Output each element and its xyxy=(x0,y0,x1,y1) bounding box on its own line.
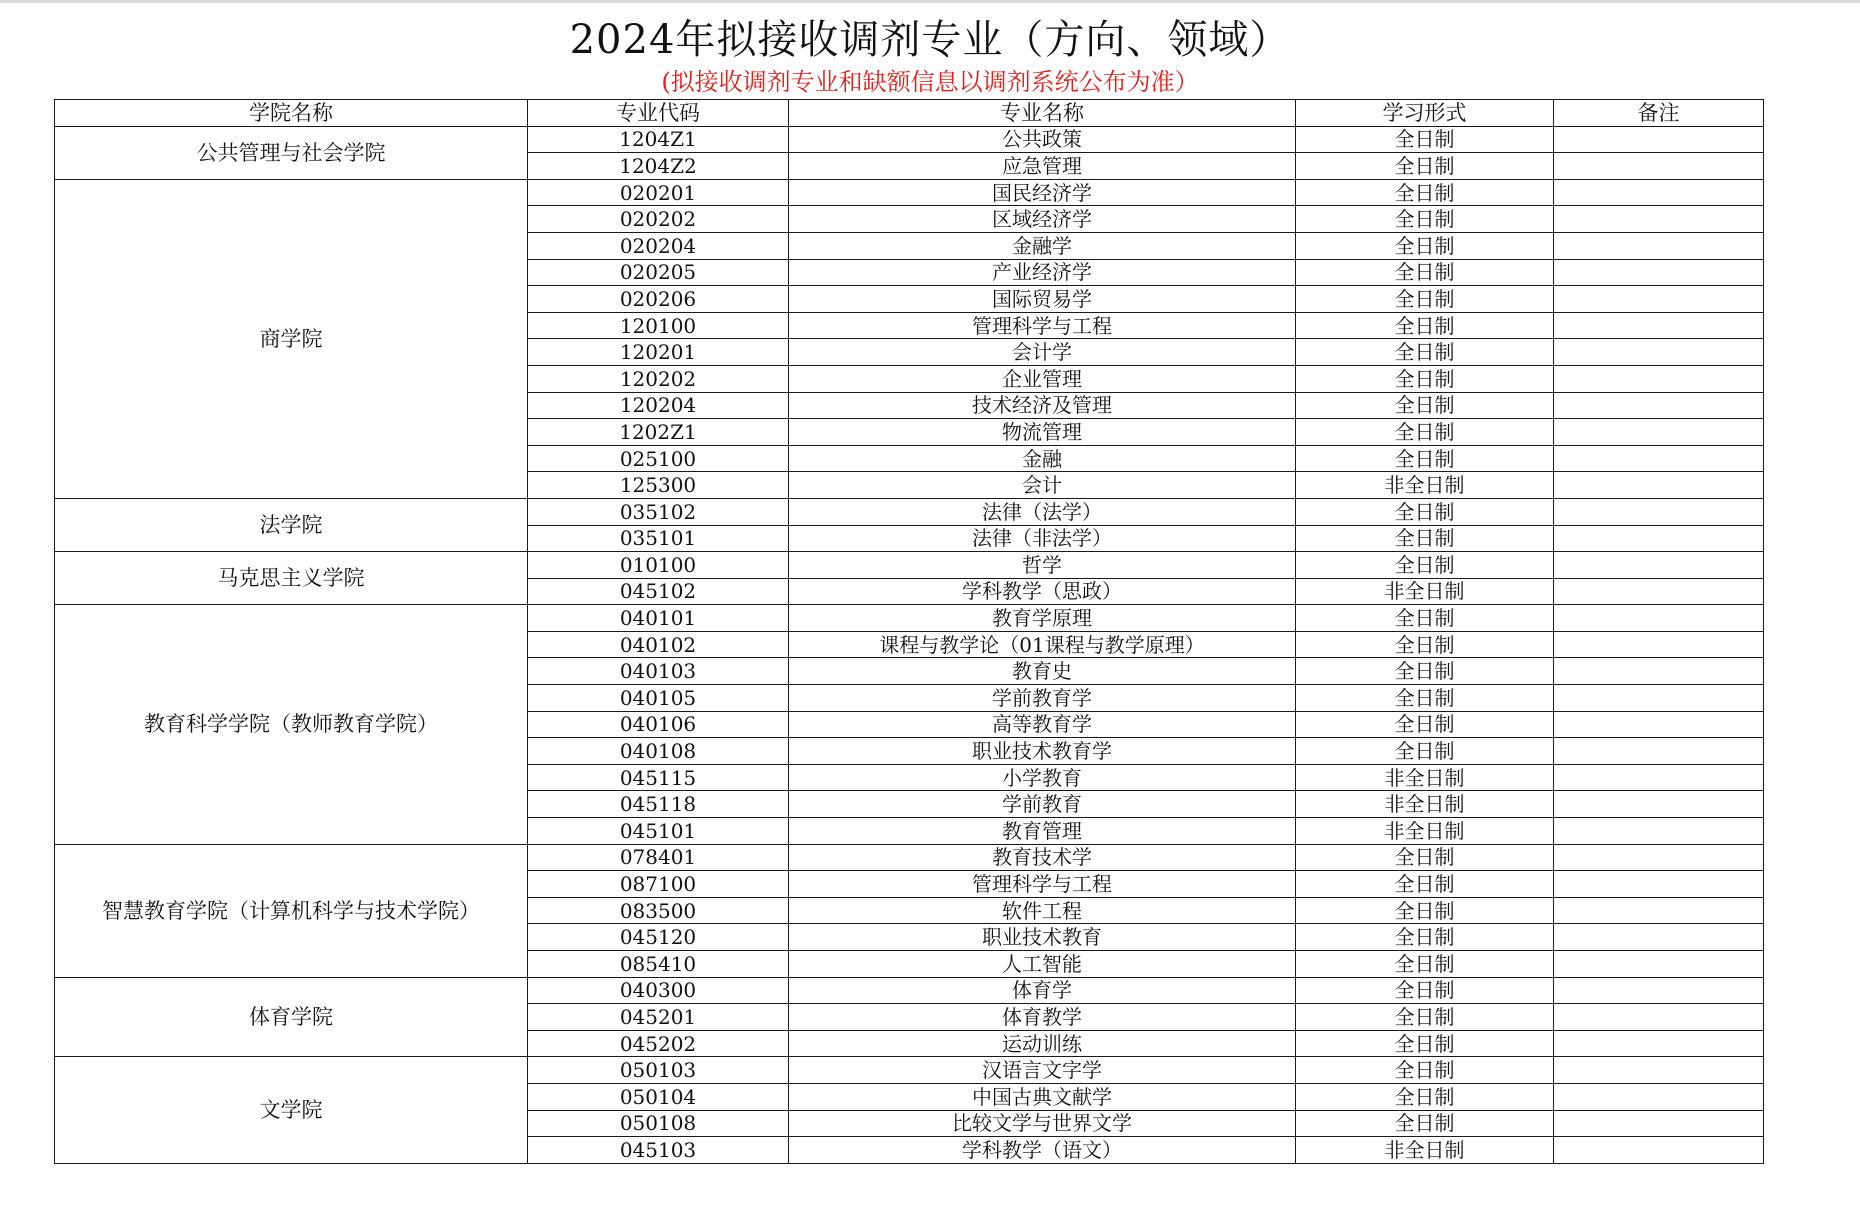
major-code-cell: 045202 xyxy=(528,1030,789,1057)
notes-cell xyxy=(1554,1083,1764,1110)
major-name-cell: 高等教育学 xyxy=(789,711,1296,738)
table-row xyxy=(55,126,1764,153)
school-name-cell: 马克思主义学院 xyxy=(55,552,528,605)
study-mode-cell: 全日制 xyxy=(1296,605,1554,632)
major-name-cell: 课程与教学论（01课程与教学原理） xyxy=(789,631,1296,658)
notes-cell xyxy=(1554,685,1764,712)
school-name-cell: 体育学院 xyxy=(55,977,528,1057)
major-code-cell: 085410 xyxy=(528,951,789,978)
major-code-cell: 040108 xyxy=(528,738,789,765)
notes-cell xyxy=(1554,419,1764,446)
notes-cell xyxy=(1554,153,1764,180)
notes-cell xyxy=(1554,897,1764,924)
study-mode-cell: 非全日制 xyxy=(1296,472,1554,499)
major-code-cell: 020206 xyxy=(528,286,789,313)
major-name-cell: 软件工程 xyxy=(789,897,1296,924)
major-code-cell: 1204Z2 xyxy=(528,153,789,180)
notes-cell xyxy=(1554,924,1764,951)
table-row xyxy=(55,1057,1764,1084)
study-mode-cell: 全日制 xyxy=(1296,1110,1554,1137)
major-name-cell: 应急管理 xyxy=(789,153,1296,180)
study-mode-cell: 全日制 xyxy=(1296,871,1554,898)
school-name-cell: 教育科学学院（教师教育学院） xyxy=(55,605,528,844)
notes-cell xyxy=(1554,738,1764,765)
notes-cell xyxy=(1554,286,1764,313)
major-code-cell: 020204 xyxy=(528,232,789,259)
major-name-cell: 学前教育 xyxy=(789,791,1296,818)
major-code-cell: 040106 xyxy=(528,711,789,738)
study-mode-cell: 全日制 xyxy=(1296,951,1554,978)
major-code-cell: 1204Z1 xyxy=(528,126,789,153)
study-mode-cell: 全日制 xyxy=(1296,1004,1554,1031)
major-name-cell: 国际贸易学 xyxy=(789,286,1296,313)
major-code-cell: 040103 xyxy=(528,658,789,685)
table-header-row xyxy=(55,100,1764,127)
table-row xyxy=(55,179,1764,206)
major-code-cell: 045102 xyxy=(528,578,789,605)
notes-cell xyxy=(1554,392,1764,419)
majors-table xyxy=(54,99,1764,1164)
major-name-cell: 学科教学（思政） xyxy=(789,578,1296,605)
notes-cell xyxy=(1554,1004,1764,1031)
study-mode-cell: 非全日制 xyxy=(1296,791,1554,818)
major-code-cell: 087100 xyxy=(528,871,789,898)
notes-cell xyxy=(1554,578,1764,605)
study-mode-cell: 全日制 xyxy=(1296,1057,1554,1084)
major-name-cell: 教育学原理 xyxy=(789,605,1296,632)
study-mode-cell: 全日制 xyxy=(1296,445,1554,472)
major-name-cell: 中国古典文献学 xyxy=(789,1083,1296,1110)
major-code-cell: 050104 xyxy=(528,1083,789,1110)
study-mode-cell: 全日制 xyxy=(1296,1030,1554,1057)
table-row xyxy=(55,552,1764,579)
major-code-cell: 078401 xyxy=(528,844,789,871)
major-name-cell: 管理科学与工程 xyxy=(789,312,1296,339)
notes-cell xyxy=(1554,844,1764,871)
major-name-cell: 教育管理 xyxy=(789,818,1296,845)
study-mode-cell: 全日制 xyxy=(1296,631,1554,658)
page-top-edge xyxy=(0,0,1860,3)
study-mode-cell: 全日制 xyxy=(1296,897,1554,924)
notes-cell xyxy=(1554,552,1764,579)
notes-cell xyxy=(1554,365,1764,392)
major-code-cell: 045120 xyxy=(528,924,789,951)
notes-cell xyxy=(1554,631,1764,658)
document-subtitle: (拟接收调剂专业和缺额信息以调剂系统公布为准） xyxy=(661,68,1199,96)
study-mode-cell: 全日制 xyxy=(1296,312,1554,339)
major-name-cell: 学科教学（语文） xyxy=(789,1137,1296,1164)
header-school: 学院名称 xyxy=(55,100,528,127)
major-code-cell: 010100 xyxy=(528,552,789,579)
major-name-cell: 职业技术教育学 xyxy=(789,738,1296,765)
major-code-cell: 040300 xyxy=(528,977,789,1004)
major-code-cell: 045101 xyxy=(528,818,789,845)
major-code-cell: 125300 xyxy=(528,472,789,499)
major-code-cell: 035101 xyxy=(528,525,789,552)
major-code-cell: 045118 xyxy=(528,791,789,818)
major-name-cell: 汉语言文字学 xyxy=(789,1057,1296,1084)
major-name-cell: 物流管理 xyxy=(789,419,1296,446)
study-mode-cell: 全日制 xyxy=(1296,179,1554,206)
major-code-cell: 040102 xyxy=(528,631,789,658)
notes-cell xyxy=(1554,764,1764,791)
study-mode-cell: 全日制 xyxy=(1296,153,1554,180)
notes-cell xyxy=(1554,126,1764,153)
major-name-cell: 企业管理 xyxy=(789,365,1296,392)
major-code-cell: 045103 xyxy=(528,1137,789,1164)
study-mode-cell: 全日制 xyxy=(1296,498,1554,525)
header-notes: 备注 xyxy=(1554,100,1764,127)
major-code-cell: 083500 xyxy=(528,897,789,924)
table-row xyxy=(55,977,1764,1004)
notes-cell xyxy=(1554,658,1764,685)
major-name-cell: 技术经济及管理 xyxy=(789,392,1296,419)
notes-cell xyxy=(1554,179,1764,206)
notes-cell xyxy=(1554,312,1764,339)
notes-cell xyxy=(1554,472,1764,499)
study-mode-cell: 全日制 xyxy=(1296,685,1554,712)
major-name-cell: 哲学 xyxy=(789,552,1296,579)
major-name-cell: 区域经济学 xyxy=(789,206,1296,233)
notes-cell xyxy=(1554,259,1764,286)
major-name-cell: 会计 xyxy=(789,472,1296,499)
major-name-cell: 法律（非法学） xyxy=(789,525,1296,552)
study-mode-cell: 全日制 xyxy=(1296,658,1554,685)
notes-cell xyxy=(1554,525,1764,552)
table-body xyxy=(55,126,1764,1163)
major-name-cell: 管理科学与工程 xyxy=(789,871,1296,898)
study-mode-cell: 全日制 xyxy=(1296,206,1554,233)
study-mode-cell: 全日制 xyxy=(1296,738,1554,765)
major-name-cell: 职业技术教育 xyxy=(789,924,1296,951)
study-mode-cell: 全日制 xyxy=(1296,552,1554,579)
major-name-cell: 教育技术学 xyxy=(789,844,1296,871)
study-mode-cell: 全日制 xyxy=(1296,1083,1554,1110)
table-row xyxy=(55,844,1764,871)
major-name-cell: 运动训练 xyxy=(789,1030,1296,1057)
notes-cell xyxy=(1554,206,1764,233)
major-name-cell: 学前教育学 xyxy=(789,685,1296,712)
major-name-cell: 体育教学 xyxy=(789,1004,1296,1031)
notes-cell xyxy=(1554,977,1764,1004)
study-mode-cell: 非全日制 xyxy=(1296,818,1554,845)
notes-cell xyxy=(1554,232,1764,259)
study-mode-cell: 全日制 xyxy=(1296,286,1554,313)
notes-cell xyxy=(1554,445,1764,472)
study-mode-cell: 全日制 xyxy=(1296,259,1554,286)
study-mode-cell: 全日制 xyxy=(1296,419,1554,446)
study-mode-cell: 全日制 xyxy=(1296,924,1554,951)
study-mode-cell: 全日制 xyxy=(1296,392,1554,419)
major-name-cell: 产业经济学 xyxy=(789,259,1296,286)
major-name-cell: 法律（法学） xyxy=(789,498,1296,525)
school-name-cell: 公共管理与社会学院 xyxy=(55,126,528,179)
header-code: 专业代码 xyxy=(528,100,789,127)
major-code-cell: 120201 xyxy=(528,339,789,366)
notes-cell xyxy=(1554,1137,1764,1164)
major-name-cell: 比较文学与世界文学 xyxy=(789,1110,1296,1137)
major-name-cell: 金融学 xyxy=(789,232,1296,259)
major-code-cell: 120202 xyxy=(528,365,789,392)
major-code-cell: 120100 xyxy=(528,312,789,339)
major-code-cell: 020202 xyxy=(528,206,789,233)
document-title: 2024年拟接收调剂专业（方向、领域） xyxy=(569,17,1291,63)
study-mode-cell: 全日制 xyxy=(1296,339,1554,366)
major-name-cell: 国民经济学 xyxy=(789,179,1296,206)
notes-cell xyxy=(1554,818,1764,845)
major-code-cell: 050103 xyxy=(528,1057,789,1084)
major-code-cell: 045115 xyxy=(528,764,789,791)
major-code-cell: 120204 xyxy=(528,392,789,419)
major-name-cell: 体育学 xyxy=(789,977,1296,1004)
major-code-cell: 1202Z1 xyxy=(528,419,789,446)
major-name-cell: 教育史 xyxy=(789,658,1296,685)
notes-cell xyxy=(1554,1030,1764,1057)
notes-cell xyxy=(1554,605,1764,632)
major-code-cell: 020201 xyxy=(528,179,789,206)
school-name-cell: 法学院 xyxy=(55,498,528,551)
school-name-cell: 商学院 xyxy=(55,179,528,498)
study-mode-cell: 非全日制 xyxy=(1296,1137,1554,1164)
study-mode-cell: 非全日制 xyxy=(1296,578,1554,605)
major-code-cell: 040105 xyxy=(528,685,789,712)
major-name-cell: 小学教育 xyxy=(789,764,1296,791)
notes-cell xyxy=(1554,498,1764,525)
major-name-cell: 金融 xyxy=(789,445,1296,472)
notes-cell xyxy=(1554,711,1764,738)
school-name-cell: 文学院 xyxy=(55,1057,528,1163)
major-code-cell: 040101 xyxy=(528,605,789,632)
study-mode-cell: 全日制 xyxy=(1296,232,1554,259)
major-name-cell: 会计学 xyxy=(789,339,1296,366)
notes-cell xyxy=(1554,1110,1764,1137)
major-name-cell: 人工智能 xyxy=(789,951,1296,978)
header-major-name: 专业名称 xyxy=(789,100,1296,127)
study-mode-cell: 全日制 xyxy=(1296,126,1554,153)
table-row xyxy=(55,498,1764,525)
study-mode-cell: 全日制 xyxy=(1296,365,1554,392)
major-code-cell: 050108 xyxy=(528,1110,789,1137)
major-code-cell: 045201 xyxy=(528,1004,789,1031)
notes-cell xyxy=(1554,339,1764,366)
study-mode-cell: 非全日制 xyxy=(1296,764,1554,791)
major-name-cell: 公共政策 xyxy=(789,126,1296,153)
major-code-cell: 035102 xyxy=(528,498,789,525)
study-mode-cell: 全日制 xyxy=(1296,711,1554,738)
study-mode-cell: 全日制 xyxy=(1296,977,1554,1004)
major-code-cell: 020205 xyxy=(528,259,789,286)
notes-cell xyxy=(1554,1057,1764,1084)
major-code-cell: 025100 xyxy=(528,445,789,472)
header-study-mode: 学习形式 xyxy=(1296,100,1554,127)
notes-cell xyxy=(1554,951,1764,978)
school-name-cell: 智慧教育学院（计算机科学与技术学院） xyxy=(55,844,528,977)
table-row xyxy=(55,605,1764,632)
study-mode-cell: 全日制 xyxy=(1296,525,1554,552)
study-mode-cell: 全日制 xyxy=(1296,844,1554,871)
notes-cell xyxy=(1554,871,1764,898)
notes-cell xyxy=(1554,791,1764,818)
